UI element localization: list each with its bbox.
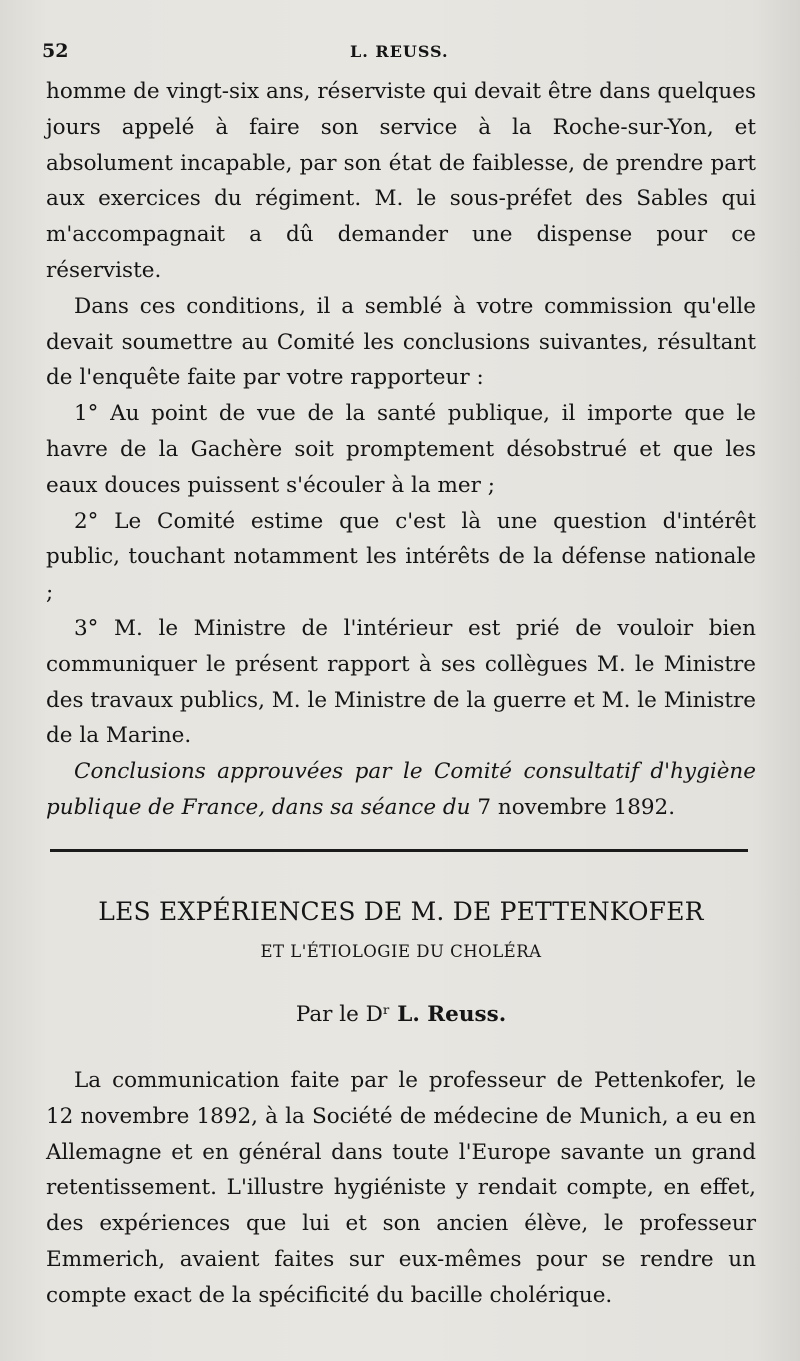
running-head: [42, 40, 756, 64]
approval-date: 7 novembre 1892.: [477, 794, 676, 820]
author-prefix: Par le Dʳ: [295, 1002, 398, 1027]
approval-note: [46, 754, 756, 826]
conclusion-item-3: 3° M. le Ministre de l'intérieur est prié de vouloir bien communiquer le présent rapport à ses collègues M. le Ministre des travaux publics, M. le Ministre de la guerre et M. le Ministre de la Marine.: [46, 615, 756, 749]
author-name: L. Reuss.: [397, 1002, 507, 1027]
conclusion-item-2: 2° Le Comité estime que c'est là une question d'intérêt public, touchant notamment les intérêts de la défense nationale ;: [46, 508, 756, 606]
section-divider: [50, 849, 748, 852]
page-number: 52: [42, 40, 69, 62]
conclusion-item-1: 1° Au point de vue de la santé publique, il importe que le havre de la Gachère soit promptement désobstrué et que les eaux douces puissent s'écouler à la mer ;: [46, 401, 756, 498]
article-author: [46, 1002, 756, 1027]
article-title: LES EXPÉRIENCES DE M. DE PETTENKOFER: [98, 897, 704, 926]
article-body: [46, 1063, 756, 1314]
running-title: L. REUSS.: [350, 42, 449, 61]
approval-note-text: Conclusions approuvées par le Comité consultatif d'hygiène publique de France, dans sa séance du: [46, 759, 756, 820]
paragraph-commission: Dans ces conditions, il a semblé à votre commission qu'elle devait soumettre au Comité les conclusions suivantes, résultant de l'enquête faite par votre rapporteur :: [46, 293, 756, 391]
paragraph-continuation: homme de vingt-six ans, réserviste qui devait être dans quelques jours appelé à faire son service à la Roche-sur-Yon, et absolument incapable, par son état de faiblesse, de prendre part aux exercices du régiment. M. le sous-préfet des Sables qui m'accompagnait a dû demander une dispense pour ce réserviste.: [46, 79, 756, 283]
previous-article-text: [46, 74, 756, 826]
article-subtitle: ET L'ÉTIOLOGIE DU CHOLÉRA: [260, 942, 542, 961]
article-paragraph: La communication faite par le professeur de Pettenkofer, le 12 novembre 1892, à la Société de médecine de Munich, a eu en Allemagne et en général dans toute l'Europe savante un grand retentissement. L'illustre hygiéniste y rendait compte, en effet, des expériences que lui et son ancien élève, le professeur Emmerich, avaient faites sur eux-mêmes pour se rendre un compte exact de la spécificité du bacille cholérique.: [46, 1068, 756, 1308]
